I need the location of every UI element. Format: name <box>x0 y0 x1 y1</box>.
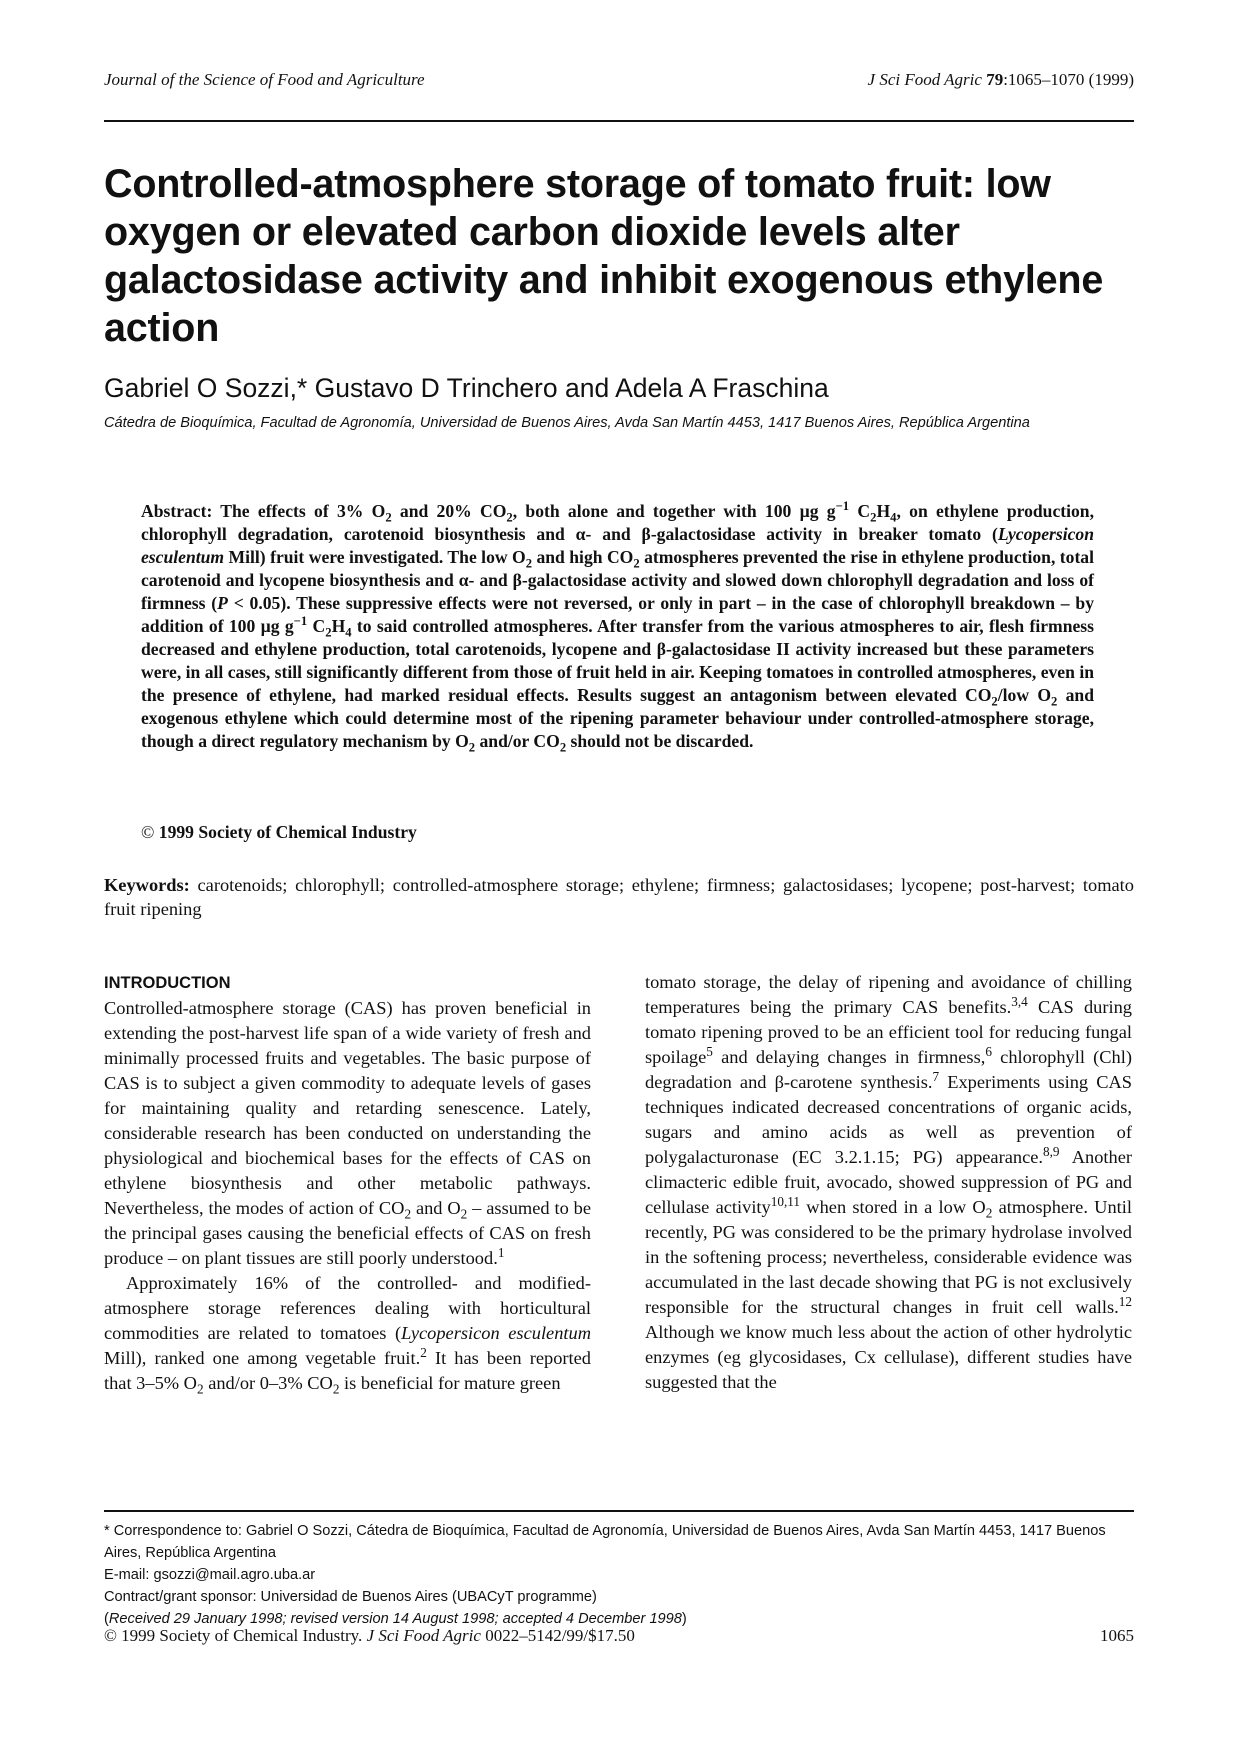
affiliation: Cátedra de Bioquímica, Facultad de Agronomía, Universidad de Buenos Aires, Avda San Martín 4453, 1417 Buenos Aires, República Argentina <box>104 415 1030 431</box>
copyright-symbol: © <box>141 822 155 842</box>
footnote <box>104 1520 1134 1630</box>
page-footer <box>104 1626 1134 1650</box>
abstract: Abstract: The effects of 3% $O_2$ and 20% $CO_2$, both alone and together with 100 µg $g^{-1}$ $C_2H_4$, on ethylene production, chlorophyll degradation, carotenoid biosynthesis and α- and β-galactosidase activity in breaker tomato (Lycopersicon esculentum Mill) fruit were investigated. The low $O_2$ and high $CO_2$ atmospheres prevented the rise in ethylene production, total carotenoid and lycopene biosynthesis and α- and β-galactosidase activity and slowed down chlorophyll degradation and loss of firmness (P < 0.05). These suppressive effects were not reversed, or only in part – in the case of chlorophyll breakdown – by addition of 100 µg $g^{-1}$ $C_2H_4$ to said controlled atmospheres. After transfer from the various atmospheres to air, flesh firmness decreased and ethylene production, total carotenoids, lycopene and β-galactosidase II activity increased but these parameters were, in all cases, still significantly different from those of fruit held in air. Keeping tomatoes in controlled atmospheres, even in the presence of ethylene, had marked residual effects. Results suggest an antagonism between elevated $CO_2$/low $O_2$ and exogenous ethylene which could determine most of the ripening parameter behaviour under controlled-atmosphere storage, though a direct regulatory mechanism by $O_2$ and/or $CO_2$ should not be discarded. <box>141 499 1095 755</box>
keywords <box>104 873 1134 921</box>
footer-copyright <box>104 1626 635 1646</box>
keywords-text: carotenoids; chlorophyll; controlled-atmosphere storage; ethylene; firmness; galactosidases; lycopene; post-harvest; tomato fruit ripening <box>104 875 1134 919</box>
abstract-copyright <box>141 821 941 844</box>
author-list: Gabriel O Sozzi,* Gustavo D Trinchero and Adela A Fraschina <box>104 373 829 403</box>
running-header <box>104 70 1134 98</box>
sponsor-note: Contract/grant sponsor: Universidad de Buenos Aires (UBACyT programme) <box>104 1589 597 1605</box>
keywords-label: Keywords: <box>104 875 190 895</box>
article-title: Controlled-atmosphere storage of tomato fruit: low oxygen or elevated carbon dioxide levels alter galactosidase activity and inhibit exogenous ethylene action <box>104 162 1104 350</box>
received-paren-open: ( <box>104 1611 109 1627</box>
journal-name: Journal of the Science of Food and Agriculture <box>104 70 425 89</box>
correspondence-note: * Correspondence to: Gabriel O Sozzi, Cátedra de Bioquímica, Facultad de Agronomía, Universidad de Buenos Aires, Avda San Martín 4453, 1417 Buenos Aires, República Argentina <box>104 1523 1106 1561</box>
page-number: 1065 <box>1100 1626 1134 1645</box>
intro-paragraph-2: Approximately 16% of the controlled- and modified-atmosphere storage references dealing with horticultural commodities are related to tomatoes (Lycopersicon esculentum Mill), ranked one among vegetable fruit.$^2$ It has been reported that 3–5% $O_2$ and/or 0–3% $CO_2$ is beneficial for mature green <box>104 1273 591 1397</box>
footnote-rule <box>104 1510 1134 1512</box>
intro-paragraph-2-continued: tomato storage, the delay of ripening and avoidance of chilling temperatures being the primary CAS benefits.$^{3,4}$ CAS during tomato ripening proved to be an efficient tool for reducing fungal spoilage$^5$ and delaying changes in firmness,$^6$ chlorophyll (Chl) degradation and β-carotene synthesis.$^7$ Experiments using CAS techniques indicated decreased concentrations of organic acids, sugars and amino acids as well as prevention of polygalacturonase (EC 3.2.1.15; PG) appearance.$^{8,9}$ Another climacteric edible fruit, avocado, showed suppression of PG and cellulase activity$^{10,11}$ when stored in a low $O_2$ atmosphere. Until recently, PG was considered to be the primary hydrolase involved in the softening process; nevertheless, considerable evidence was accumulated in the last decade showing that PG is not exclusively responsible for the structural changes in fruit cell walls.$^{12}$ Although we know much less about the action of other hydrolytic enzymes (eg glycosidases, Cx cellulase), different studies have suggested that the <box>645 972 1133 1392</box>
citation <box>868 70 1134 90</box>
footer-society: 1999 Society of Chemical Industry. <box>121 1626 363 1645</box>
citation-abbrev: J Sci Food Agric <box>867 70 982 89</box>
footer-journal-abbrev: J Sci Food Agric <box>366 1626 481 1645</box>
intro-paragraph-1: Controlled-atmosphere storage (CAS) has proven beneficial in extending the post-harvest life span of a wide variety of fresh and minimally processed fruits and vegetables. The basic purpose of CAS is to subject a given commodity to adequate levels of gases for maintaining quality and retarding senescence. Lately, considerable research has been conducted on understanding the physiological and biochemical bases for the effects of CAS on ethylene biosynthesis and other metabolic pathways. Nevertheless, the modes of action of $CO_2$ and $O_2$ – assumed to be the principal gases causing the beneficial effects of CAS on fresh produce – on plant tissues are still poorly understood.$^1$ <box>104 998 591 1268</box>
header-rule <box>104 120 1134 122</box>
footer-issn: 0022–5142/99/$17.50 <box>485 1626 635 1645</box>
citation-volume: 79 <box>986 70 1004 89</box>
received-dates: Received 29 January 1998; revised version 14 August 1998; accepted 4 December 1998 <box>108 1611 682 1627</box>
right-column <box>645 970 1132 1395</box>
citation-pages: :1065–1070 (1999) <box>1003 70 1134 89</box>
copyright-text: 1999 Society of Chemical Industry <box>158 822 417 842</box>
introduction-heading: INTRODUCTION <box>104 974 231 992</box>
left-column <box>104 972 591 1396</box>
received-paren-close: ) <box>681 1611 687 1627</box>
footer-copyright-symbol: © <box>104 1626 117 1645</box>
email-note: E-mail: gsozzi@mail.agro.uba.ar <box>104 1567 316 1583</box>
